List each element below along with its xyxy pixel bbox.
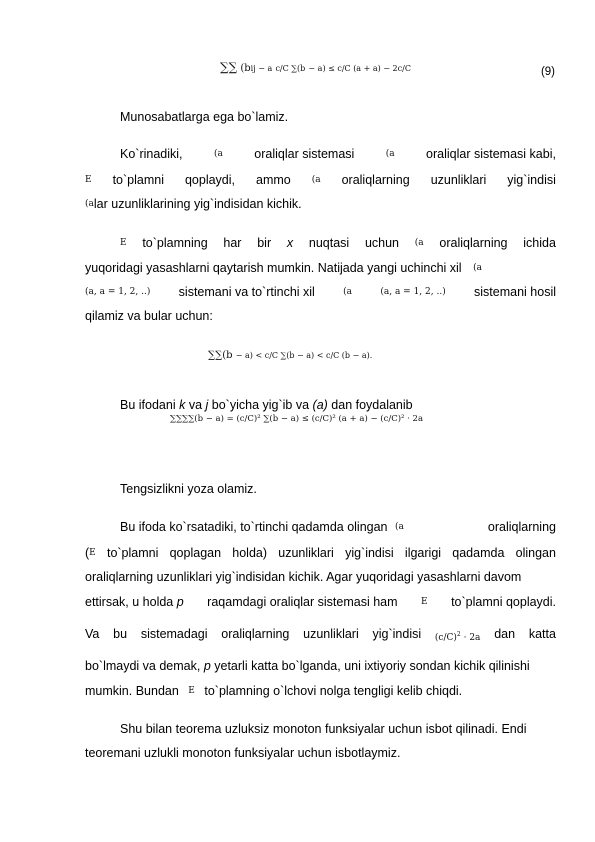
text: x xyxy=(286,236,294,250)
formula-b xyxy=(170,414,423,424)
formula-index: (a, a = 1, 2, ..) xyxy=(380,287,446,297)
text: to`plamni qoplaydi. xyxy=(451,595,556,609)
text: yig`indisi xyxy=(345,546,394,560)
text: sistemani va to`rtinchi xil xyxy=(178,285,315,299)
text: lar uzunliklarining yig`indisidan kichik. xyxy=(93,197,302,211)
text: yig`indisi xyxy=(507,173,556,187)
text: ( xyxy=(85,546,90,560)
formula-9-tail: − a) ≤ c/C (a + a) − 2c/C xyxy=(308,64,411,73)
text: sistemadagi xyxy=(140,627,208,641)
formula-ratio-factor: · 2a xyxy=(463,633,481,643)
paragraph-bu-ifoda-line-2 xyxy=(85,546,556,561)
text: ettirsak, u holda xyxy=(85,595,174,609)
paragraph-munosabatlarga: Munosabatlarga ega bo`lamiz. xyxy=(120,110,289,124)
text: qadamda xyxy=(452,546,505,560)
text: uzunliklari xyxy=(303,627,359,641)
formula-interval: (a xyxy=(311,175,321,185)
formula-interval: (a xyxy=(85,199,94,210)
text: Bu ifoda ko`rsatadiki, to`rtinchi qadamda olingan xyxy=(120,520,388,534)
paragraph-bu-ifoda-line-7 xyxy=(85,684,556,699)
text: bu xyxy=(113,627,128,641)
text: raqamdagi oraliqlar sistemasi ham xyxy=(207,595,398,609)
text: oraliqlarning xyxy=(341,173,410,187)
formula-ratio-base: (c/C) xyxy=(434,633,457,643)
text: j xyxy=(205,398,209,412)
text: qoplaydi, xyxy=(184,173,236,187)
formula-b-text: ∑∑∑∑(b − a) = (c/C)² ∑(b − a) ≤ (c/C)² (a + a) − (c/C)² · 2a xyxy=(170,414,424,424)
text: olingan xyxy=(515,546,556,560)
paragraph-bu-ifoda-line-3: oraliqlarning uzunliklari yig`indisidan kichik. Agar yuqoridagi yasashlarni davom xyxy=(85,570,522,584)
paragraph-bu-ifoda-line-6 xyxy=(85,659,556,674)
text: mumkin. Bundan xyxy=(85,684,179,698)
text: yuqoridagi yasashlarni qaytarish mumkin. Natijada yangi uchinchi xil xyxy=(85,261,462,275)
paragraph-bu-ifodani xyxy=(120,398,556,413)
paragraph-toplamning-line-1 xyxy=(120,236,556,251)
text: Bu ifodani xyxy=(120,398,176,412)
text: p xyxy=(176,595,184,609)
text: bo`lmaydi va demak, xyxy=(85,659,201,673)
formula-index: (a, a = 1, 2, ..) xyxy=(85,287,151,297)
paragraph-korinadiki-line-2 xyxy=(85,173,556,188)
paragraph-bu-ifoda-line-1 xyxy=(120,520,556,535)
paragraph-korinadiki-line-3 xyxy=(85,197,556,212)
formula-set-e: E xyxy=(188,686,195,697)
paragraph-bu-ifoda-line-4 xyxy=(85,595,556,610)
text: Va xyxy=(85,627,100,641)
text: bir xyxy=(257,236,272,250)
text xyxy=(85,546,96,561)
text: k xyxy=(179,398,186,412)
text: dan xyxy=(494,627,516,641)
paragraph-tengsizlikni: Tengsizlikni yoza olamiz. xyxy=(120,482,257,496)
text: har xyxy=(223,236,242,250)
text: to`plamni xyxy=(112,173,164,187)
formula-interval: (a xyxy=(385,149,395,159)
text: qoplagan xyxy=(169,546,222,560)
formula-9-number: (9) xyxy=(540,66,555,78)
formula-9-sum: ∑∑ xyxy=(220,60,238,74)
text: holda) xyxy=(232,546,268,560)
formula-a-rest: − a) < c/C ∑(b − a) < c/C (b − a). xyxy=(235,351,373,360)
text: va xyxy=(188,398,203,412)
formula-interval: (a xyxy=(414,238,424,248)
text: katta xyxy=(528,627,556,641)
formula-set-e: E xyxy=(85,175,92,185)
text: oraliqlar sistemasi kabi, xyxy=(426,147,556,161)
text: ilgarigi xyxy=(404,546,442,560)
paragraph-bu-ifoda-line-5 xyxy=(85,627,556,646)
text: oraliqlar sistemasi xyxy=(254,147,355,161)
text: (a) xyxy=(312,398,328,412)
text: to`plamning o`lchovi nolga tengligi kelib chiqdi. xyxy=(204,684,463,698)
formula-interval: (a xyxy=(473,263,482,274)
text: to`plamni xyxy=(106,546,159,560)
text xyxy=(85,595,184,610)
paragraph-shu-bilan-line-1: Shu bilan teorema uzluksiz monoton funksiyalar uchun isbot qilinadi. Endi xyxy=(120,722,527,736)
formula-interval: (a xyxy=(213,149,223,159)
text: p xyxy=(203,659,211,673)
text: ichida xyxy=(523,236,556,250)
paragraph-toplamning-line-3 xyxy=(85,285,556,300)
paragraph-toplamning-line-4: qilamiz va bular uchun: xyxy=(85,309,213,323)
text: yetarli katta bo`lganda, uni ixtiyoriy sondan kichik qilinishi xyxy=(214,659,530,673)
formula-9-mid: c/C ∑(b xyxy=(275,64,306,73)
formula-interval: (a xyxy=(395,522,404,533)
paragraph-toplamning-line-2 xyxy=(85,261,556,276)
text: sistemani hosil xyxy=(474,285,556,299)
text: oraliqlarning xyxy=(487,520,556,534)
formula-set-e: E xyxy=(120,238,127,248)
text: nuqtasi xyxy=(308,236,350,250)
formula-9 xyxy=(220,60,411,74)
formula-a-sum: ∑∑(b xyxy=(208,350,233,361)
text: uzunliklari xyxy=(278,546,334,560)
formula-ratio: $(c/C)^2 \cdot 2a$ xyxy=(434,631,481,643)
text: to`plamning xyxy=(142,236,208,250)
formula-9-body: (b xyxy=(240,63,251,74)
text: ammo xyxy=(256,173,291,187)
text: uzunliklari xyxy=(430,173,487,187)
formula-set-e: E xyxy=(421,597,428,607)
text: dan foydalanib xyxy=(331,398,413,412)
formula-set-e: E xyxy=(89,548,96,559)
text: yig`indisi xyxy=(372,627,422,641)
text: bo`yicha yig`ib va xyxy=(211,398,310,412)
formula-9-rest: ij − a xyxy=(250,64,273,73)
paragraph-korinadiki-line-1 xyxy=(120,147,556,162)
text: oraliqlarning xyxy=(439,236,508,250)
text: Ko`rinadiki, xyxy=(120,147,183,161)
formula-interval: (a xyxy=(343,287,353,297)
text: oraliqlarning xyxy=(221,627,290,641)
formula-a xyxy=(208,350,372,361)
text: uchun xyxy=(364,236,400,250)
paragraph-shu-bilan-line-2: teoremani uzlukli monoton funksiyalar uchun isbotlaymiz. xyxy=(85,746,401,760)
